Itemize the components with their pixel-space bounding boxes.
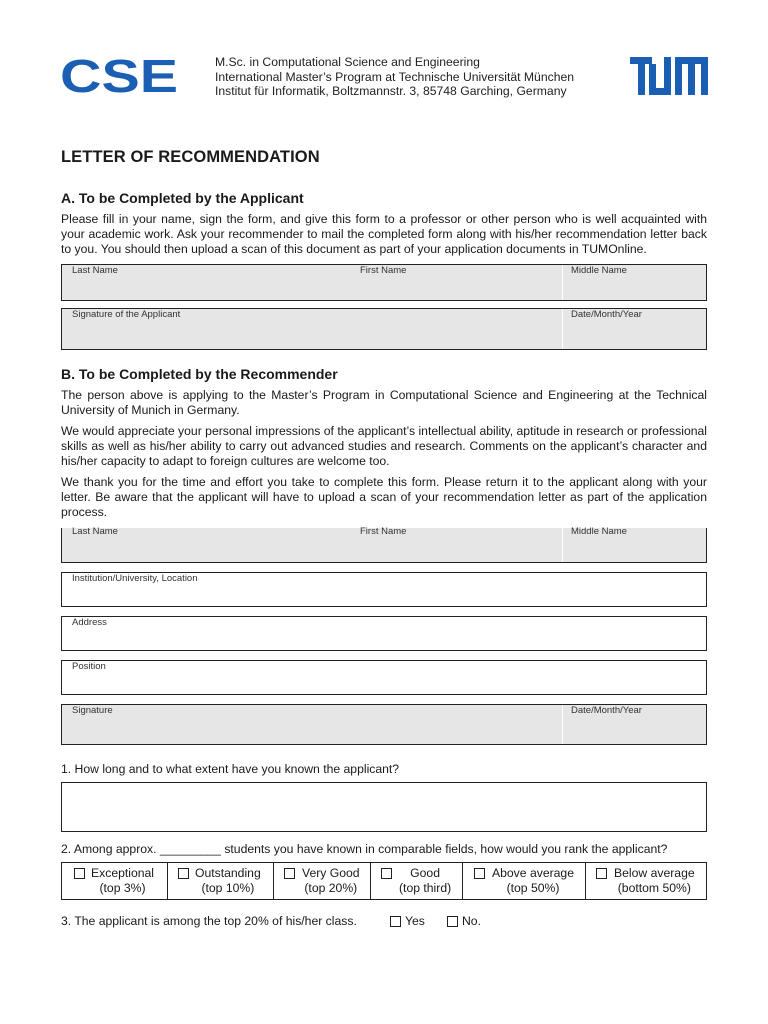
applicant-signature-row — [61, 308, 707, 350]
applicant-middle-name-field[interactable] — [562, 265, 706, 300]
question-2 — [61, 842, 667, 856]
question-2-suffix: students you have known in comparable fields, how would you rank the applicant? — [224, 842, 668, 856]
no-label: No. — [462, 914, 481, 928]
field-label: Last Name — [72, 526, 118, 537]
field-label: Middle Name — [571, 526, 627, 537]
field-label: Last Name — [72, 265, 118, 276]
position-field[interactable] — [61, 660, 707, 695]
field-label: Signature of the Applicant — [72, 309, 181, 320]
recommender-middle-name-field[interactable] — [562, 528, 706, 562]
recommender-signature-row — [61, 704, 707, 745]
question-1: 1. How long and to what extent have you known the applicant? — [61, 762, 400, 776]
recommender-last-name-field[interactable] — [62, 528, 350, 562]
rank-sub: (top third) — [399, 880, 452, 895]
address-field[interactable] — [61, 616, 707, 651]
cse-logo-text: CSE — [60, 56, 178, 96]
page-title: LETTER OF RECOMMENDATION — [61, 148, 320, 166]
rank-sub: (top 3%) — [99, 880, 146, 895]
applicant-date-field[interactable] — [562, 309, 706, 349]
question-3: 3. The applicant is among the top 20% of his/her class. — [61, 914, 357, 928]
field-label: Signature — [72, 705, 113, 716]
rank-option-exceptional[interactable] — [62, 863, 168, 899]
rank-label: Good — [410, 866, 440, 880]
field-label: Address — [72, 617, 107, 628]
field-label: Position — [72, 661, 106, 672]
cse-logo — [60, 56, 178, 96]
rank-option-above-average[interactable] — [463, 863, 586, 899]
field-label: First Name — [360, 526, 407, 537]
field-label: Middle Name — [571, 265, 627, 276]
rank-option-below-average[interactable] — [586, 863, 706, 899]
checkbox-icon[interactable] — [284, 868, 295, 879]
recommender-name-row — [61, 528, 707, 563]
program-header — [215, 55, 574, 99]
question-1-answer-box[interactable] — [61, 782, 707, 832]
yes-label: Yes — [405, 914, 425, 928]
rank-label: Above average — [492, 866, 574, 880]
rank-option-good[interactable] — [371, 863, 463, 899]
rank-sub: (top 10%) — [201, 880, 255, 895]
checkbox-icon[interactable] — [474, 868, 485, 879]
checkbox-icon[interactable] — [596, 868, 607, 879]
section-a-heading: A. To be Completed by the Applicant — [61, 190, 304, 206]
header-line-1: M.Sc. in Computational Science and Engineering — [215, 55, 480, 69]
checkbox-icon[interactable] — [74, 868, 85, 879]
recommender-first-name-field[interactable] — [350, 528, 562, 562]
rank-sub: (top 50%) — [506, 880, 560, 895]
section-b-heading: B. To be Completed by the Recommender — [61, 366, 338, 382]
tum-logo — [630, 57, 708, 95]
question-2-prefix: 2. Among approx. — [61, 842, 157, 856]
rank-label: Below average — [614, 866, 695, 880]
rank-sub: (bottom 50%) — [617, 880, 691, 895]
no-checkbox-icon[interactable] — [447, 916, 458, 927]
applicant-signature-field[interactable] — [62, 309, 562, 349]
field-label: First Name — [360, 265, 407, 276]
institution-field[interactable] — [61, 572, 707, 607]
question-2-blank[interactable]: _________ — [159, 842, 221, 856]
header-line-2: International Master’s Program at Technische Universität München — [215, 69, 575, 84]
rank-sub: (top 20%) — [304, 880, 358, 895]
recommender-signature-field[interactable] — [62, 705, 562, 744]
rank-options-table — [61, 862, 707, 900]
checkbox-icon[interactable] — [381, 868, 392, 879]
rank-label: Very Good — [302, 866, 360, 880]
field-label: Institution/University, Location — [72, 573, 198, 584]
applicant-last-name-field[interactable] — [62, 265, 350, 300]
rank-option-outstanding[interactable] — [168, 863, 274, 899]
rank-option-very-good[interactable] — [274, 863, 371, 899]
section-b-paragraph-1: The person above is applying to the Master’s Program in Computational Science and Engineering at the Technical University of Munich in Germany. — [61, 388, 707, 418]
section-b-paragraph-2: We would appreciate your personal impressions of the applicant’s intellectual ability, aptitude in research or professional skills as well as his/her ability to carry out advanced studies and research. Comments on the applicant’s character and his/her capacity to adapt to foreign cultures are welcome too. — [61, 424, 707, 469]
recommender-date-field[interactable] — [562, 705, 706, 744]
yes-checkbox-icon[interactable] — [390, 916, 401, 927]
field-label: Date/Month/Year — [571, 705, 642, 716]
section-a-paragraph: Please fill in your name, sign the form, and give this form to a professor or other person who is well acquainted with your academic work. Ask your recommender to mail the completed form along with his/her recommendation letter back to you. You should then upload a scan of this document as part of your application documents in TUMOnline. — [61, 212, 707, 257]
field-label: Date/Month/Year — [571, 309, 642, 320]
applicant-first-name-field[interactable] — [350, 265, 562, 300]
section-b-paragraph-3: We thank you for the time and effort you take to complete this form. Please return it to the applicant along with your letter. Be aware that the applicant will have to upload a scan of your recommendation letter as part of the application process. — [61, 475, 707, 520]
checkbox-icon[interactable] — [178, 868, 189, 879]
header-line-3: Institut für Informatik, Boltzmannstr. 3, 85748 Garching, Germany — [215, 84, 567, 98]
applicant-name-row — [61, 264, 707, 301]
rank-label: Outstanding — [195, 866, 261, 880]
rank-label: Exceptional — [91, 866, 155, 880]
